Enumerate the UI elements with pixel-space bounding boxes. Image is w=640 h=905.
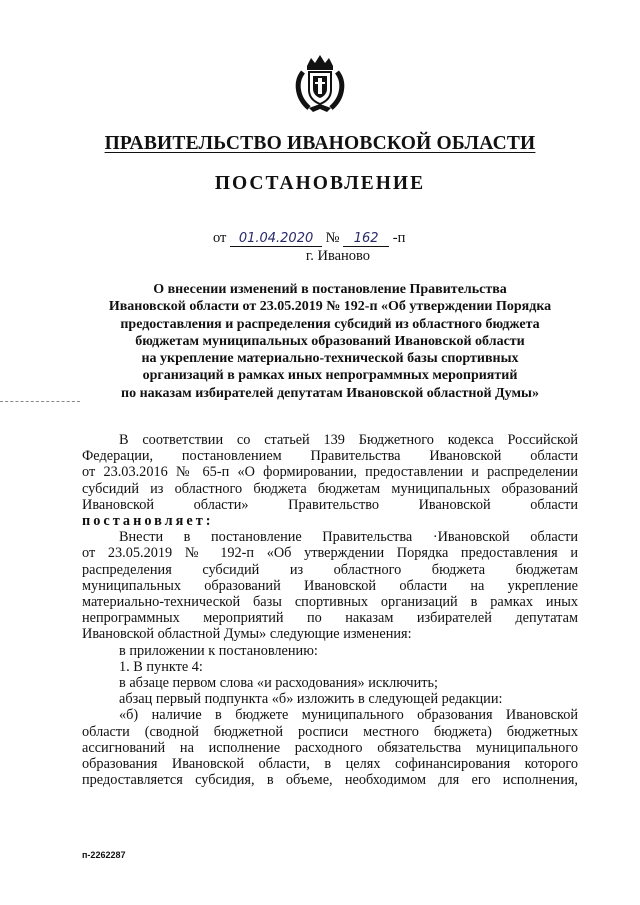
subject-line: предоставления и распределения субсидий из областного бюджета	[120, 316, 540, 332]
body-line: распределения субсидий из областного бюджета бюджетам	[82, 561, 578, 578]
body-line: 1. В пункте 4:	[119, 658, 203, 675]
body-line: в абзаце первом слова «и расходования» исключить;	[119, 675, 439, 692]
resolves-word: постановляет:	[82, 513, 214, 530]
body-line: области (сводной бюджетной росписи местного бюджета) бюджетных	[82, 723, 578, 740]
body-line: субсидий из областного бюджета бюджетам муниципальных образований	[82, 480, 578, 497]
government-title: ПРАВИТЕЛЬСТВО ИВАНОВСКОЙ ОБЛАСТИ	[104, 133, 536, 154]
number-prefix: №	[325, 230, 340, 246]
body-line: муниципальных образований Ивановской области на укрепление	[82, 577, 578, 594]
body-line: «б) наличие в бюджете муниципального образования Ивановской	[119, 707, 578, 724]
body-line: от 23.05.2019 № 192-п «Об утверждении Порядка предоставления и	[82, 545, 578, 562]
subject-line: бюджетам муниципальных образований Ивановской области	[135, 333, 525, 349]
body-line: в приложении к постановлению:	[119, 642, 318, 659]
body-line: Внести в постановление Правительства ·Ивановской области	[119, 529, 578, 546]
body-line: Ивановской областной Думы» следующие изменения:	[82, 626, 412, 643]
body-line: предоставляется субсидия, в объеме, необходимом для его исполнения,	[82, 772, 578, 789]
body-line: ассигнований на исполнение расходного обязательства муниципального	[82, 739, 578, 756]
body-line: от 23.03.2016 № 65-п «О формировании, предоставлении и распределении	[82, 464, 578, 481]
coat-of-arms-icon	[289, 52, 351, 114]
number-suffix: -п	[392, 230, 406, 246]
document-code: п-2262287	[82, 850, 126, 860]
handwritten-date: 01.04.2020	[230, 232, 322, 247]
document-type-title: ПОСТАНОВЛЕНИЕ	[214, 173, 426, 194]
body-line: материально-технической базы спортивных организаций в рамках иных	[82, 594, 578, 611]
document-body	[82, 432, 578, 788]
subject-line: О внесении изменений в постановление Правительства	[153, 282, 507, 297]
subject-line: Ивановской области от 23.05.2019 № 192-п «Об утверждении Порядка	[108, 299, 552, 315]
date-prefix: от	[213, 230, 227, 246]
body-line: образования Ивановской области, в целях софинансирования которого	[82, 756, 578, 773]
body-line: В соответствии со статьей 139 Бюджетного кодекса Российской	[119, 432, 578, 448]
city: г. Иваново	[305, 248, 371, 264]
body-line: Федерации, постановлением Правительства Ивановской области	[82, 448, 578, 465]
margin-dashes	[0, 401, 80, 402]
subject-line: на укрепление материально-технической базы спортивных	[141, 351, 519, 367]
date-number-line	[213, 230, 405, 247]
subject-line: по наказам избирателей депутатам Ивановской областной Думы»	[121, 385, 539, 401]
body-line: непрограммных мероприятий по наказам избирателей депутатам	[82, 610, 578, 627]
handwritten-number: 162	[343, 232, 389, 247]
subject-line: организаций в рамках иных непрограммных мероприятий	[142, 368, 518, 384]
body-line: Ивановской области» Правительство Ивановской области	[82, 496, 578, 513]
body-line: абзац первый подпункта «б» изложить в следующей редакции:	[119, 691, 503, 708]
document-subject	[95, 281, 565, 402]
